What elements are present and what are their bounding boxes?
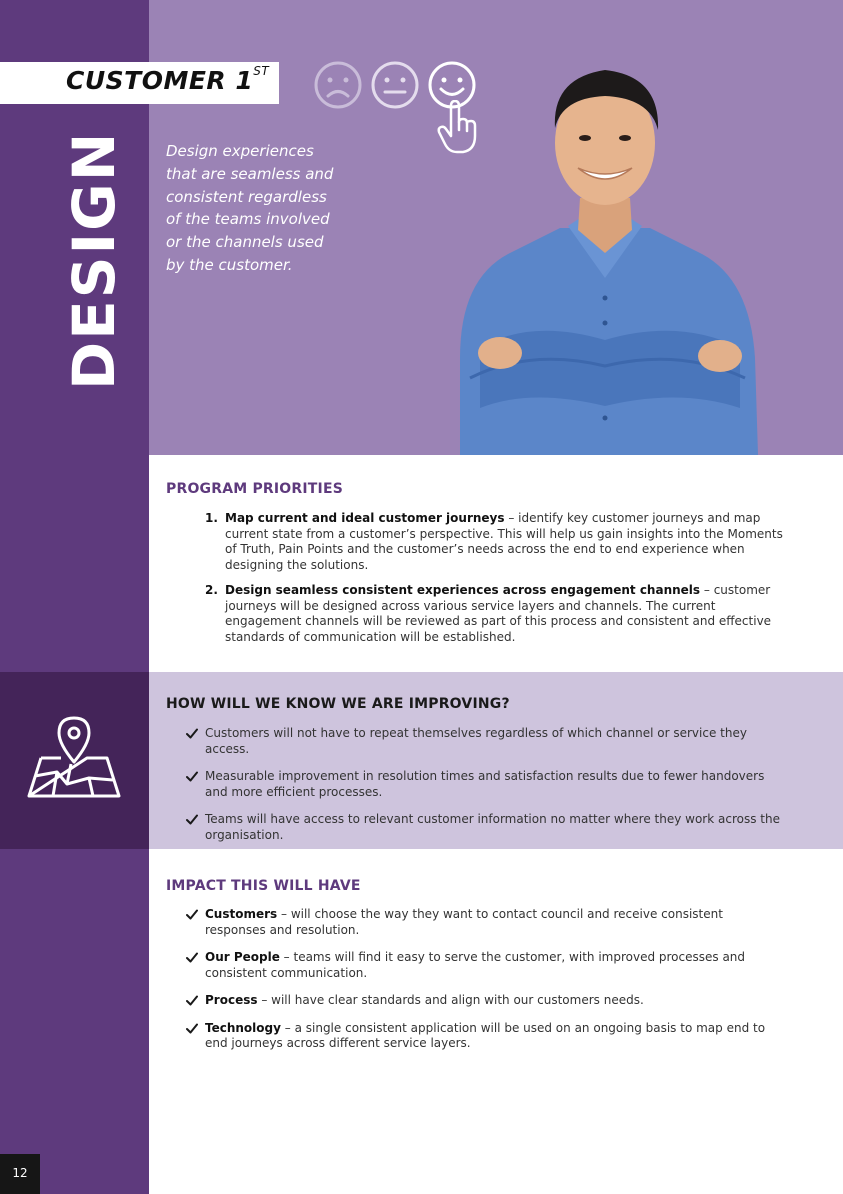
program-priorities-heading: PROGRAM PRIORITIES — [166, 481, 344, 497]
neutral-face-icon — [370, 60, 420, 110]
list-item: Teams will have access to relevant customer information no matter where they work across the organisation. — [186, 812, 786, 843]
list-item: 2. Design seamless consistent experiences across engagement channels – customer journeys will be designed across various service layers and channels. The current engagement channels will be reviewed as part of this process and consistent and effective standards of communication will be established. — [205, 583, 772, 644]
smiling-man-photo — [440, 48, 770, 455]
check-icon — [186, 1023, 198, 1034]
program-priorities-section — [166, 481, 343, 497]
list-item: Our People – teams will find it easy to serve the customer, with improved processes and consistent communication. — [186, 950, 786, 981]
list-item: 1. Map current and ideal customer journeys – identify key customer journeys and map current state from a customer’s perspective. This will help us gain insights into the Moments of Truth, Pain Points and the customer’s needs across the end to end experience when designing the solutions. — [205, 511, 783, 572]
improving-heading: HOW WILL WE KNOW WE ARE IMPROVING? — [166, 696, 510, 712]
tagline: Design experiences that are seamless and consistent regardless of the teams involved or the channels used by the customer. — [166, 142, 334, 274]
priorities-list — [205, 511, 785, 655]
list-item: Customers – will choose the way they want to contact council and receive consistent responses and resolution. — [186, 907, 786, 938]
list-item: Measurable improvement in resolution times and satisfaction results due to fewer handovers and more efficient processes. — [186, 769, 786, 800]
side-word-design: DESIGN — [60, 130, 128, 390]
check-icon — [186, 952, 198, 963]
sad-face-icon — [313, 60, 363, 110]
map-pin-icon — [27, 714, 121, 800]
impact-heading: IMPACT THIS WILL HAVE — [166, 878, 361, 894]
check-icon — [186, 995, 198, 1006]
impact-section — [166, 878, 361, 894]
check-icon — [186, 814, 198, 825]
improving-list — [186, 726, 786, 855]
impact-list — [186, 907, 786, 1064]
check-icon — [186, 771, 198, 782]
list-item: Customers will not have to repeat themselves regardless of which channel or service they access. — [186, 726, 786, 757]
list-item: Process – will have clear standards and align with our customers needs. — [186, 993, 786, 1009]
list-item: Technology – a single consistent application will be used on an ongoing basis to map end to end journeys across different service layers. — [186, 1021, 786, 1052]
page-title: CUSTOMER 1ST — [66, 64, 270, 95]
check-icon — [186, 909, 198, 920]
page-number: 12 — [12, 1166, 28, 1180]
improving-section — [166, 696, 510, 712]
check-icon — [186, 728, 198, 739]
